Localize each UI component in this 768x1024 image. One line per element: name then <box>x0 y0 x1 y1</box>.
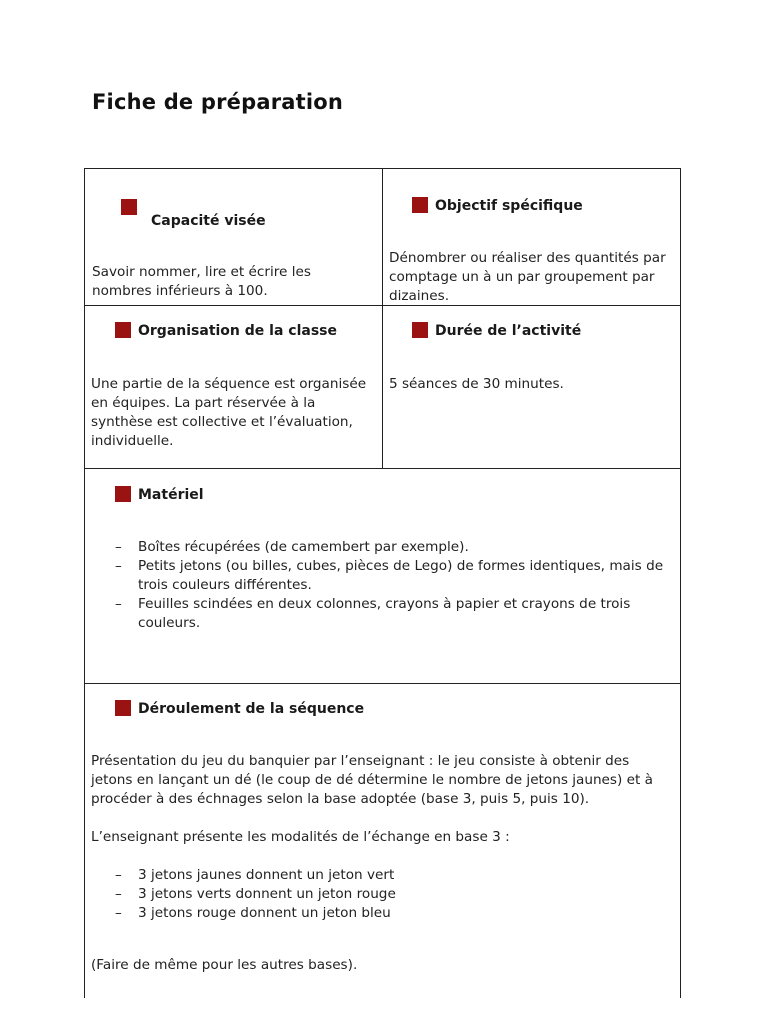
capacite-text: Savoir nommer, lire et écrire les nombres inférieurs à 100. <box>92 264 311 299</box>
deroulement-rules-intro: L’enseignant présente les modalités de l’échange en base 3 : <box>91 829 510 845</box>
objectif-header <box>412 198 583 214</box>
list-item: – Feuilles scindées en deux colonnes, crayons à papier et crayons de trois couleurs. <box>91 595 675 633</box>
page-title: Fiche de préparation <box>92 90 344 114</box>
bullet-marker-icon <box>115 700 131 716</box>
bullet-marker-icon <box>412 322 428 338</box>
list-item: – Petits jetons (ou billes, cubes, pièces de Lego) de formes identiques, mais de trois couleurs différentes. <box>91 557 675 595</box>
bullet-marker-icon <box>412 197 428 213</box>
organisation-header <box>115 323 337 339</box>
bullet-marker-icon <box>121 199 137 215</box>
bullet-marker-icon <box>115 322 131 338</box>
deroulement-header <box>115 701 364 717</box>
objectif-text: Dénombrer ou réaliser des quantités par comptage un à un par groupement par dizaines. <box>389 250 666 304</box>
deroulement-heading: Déroulement de la séquence <box>138 701 365 717</box>
row-divider <box>84 683 681 684</box>
exchange-rules-list <box>91 866 675 923</box>
organisation-text: Une partie de la séquence est organisée en équipes. La part réservée à la synthèse est collective et l’évaluation, individuelle. <box>91 376 367 449</box>
column-divider <box>382 168 383 468</box>
list-item: – 3 jetons rouge donnent un jeton bleu <box>91 904 675 923</box>
duree-header <box>412 323 581 339</box>
materiel-heading: Matériel <box>138 487 204 503</box>
duree-heading: Durée de l’activité <box>435 323 582 339</box>
deroulement-outro: (Faire de même pour les autres bases). <box>91 957 358 973</box>
bullet-marker-icon <box>115 486 131 502</box>
objectif-heading: Objectif spécifique <box>435 198 583 214</box>
deroulement-intro: Présentation du jeu du banquier par l’enseignant : le jeu consiste à obtenir des jetons en lançant un dé (le coup de dé détermine le nombre de jetons jaunes) et à procéder à des échnages selon la base adoptée (base 3, puis 5, puis 10). <box>91 753 653 807</box>
row-divider <box>84 468 681 469</box>
materiel-list <box>91 538 675 633</box>
organisation-heading: Organisation de la classe <box>138 323 337 339</box>
duree-text: 5 séances de 30 minutes. <box>389 376 564 392</box>
list-item: – 3 jetons jaunes donnent un jeton vert <box>91 866 675 885</box>
capacite-heading: Capacité visée <box>151 213 266 229</box>
list-item: – 3 jetons verts donnent un jeton rouge <box>91 885 675 904</box>
materiel-header <box>115 487 204 503</box>
list-item: – Boîtes récupérées (de camembert par exemple). <box>91 538 675 557</box>
